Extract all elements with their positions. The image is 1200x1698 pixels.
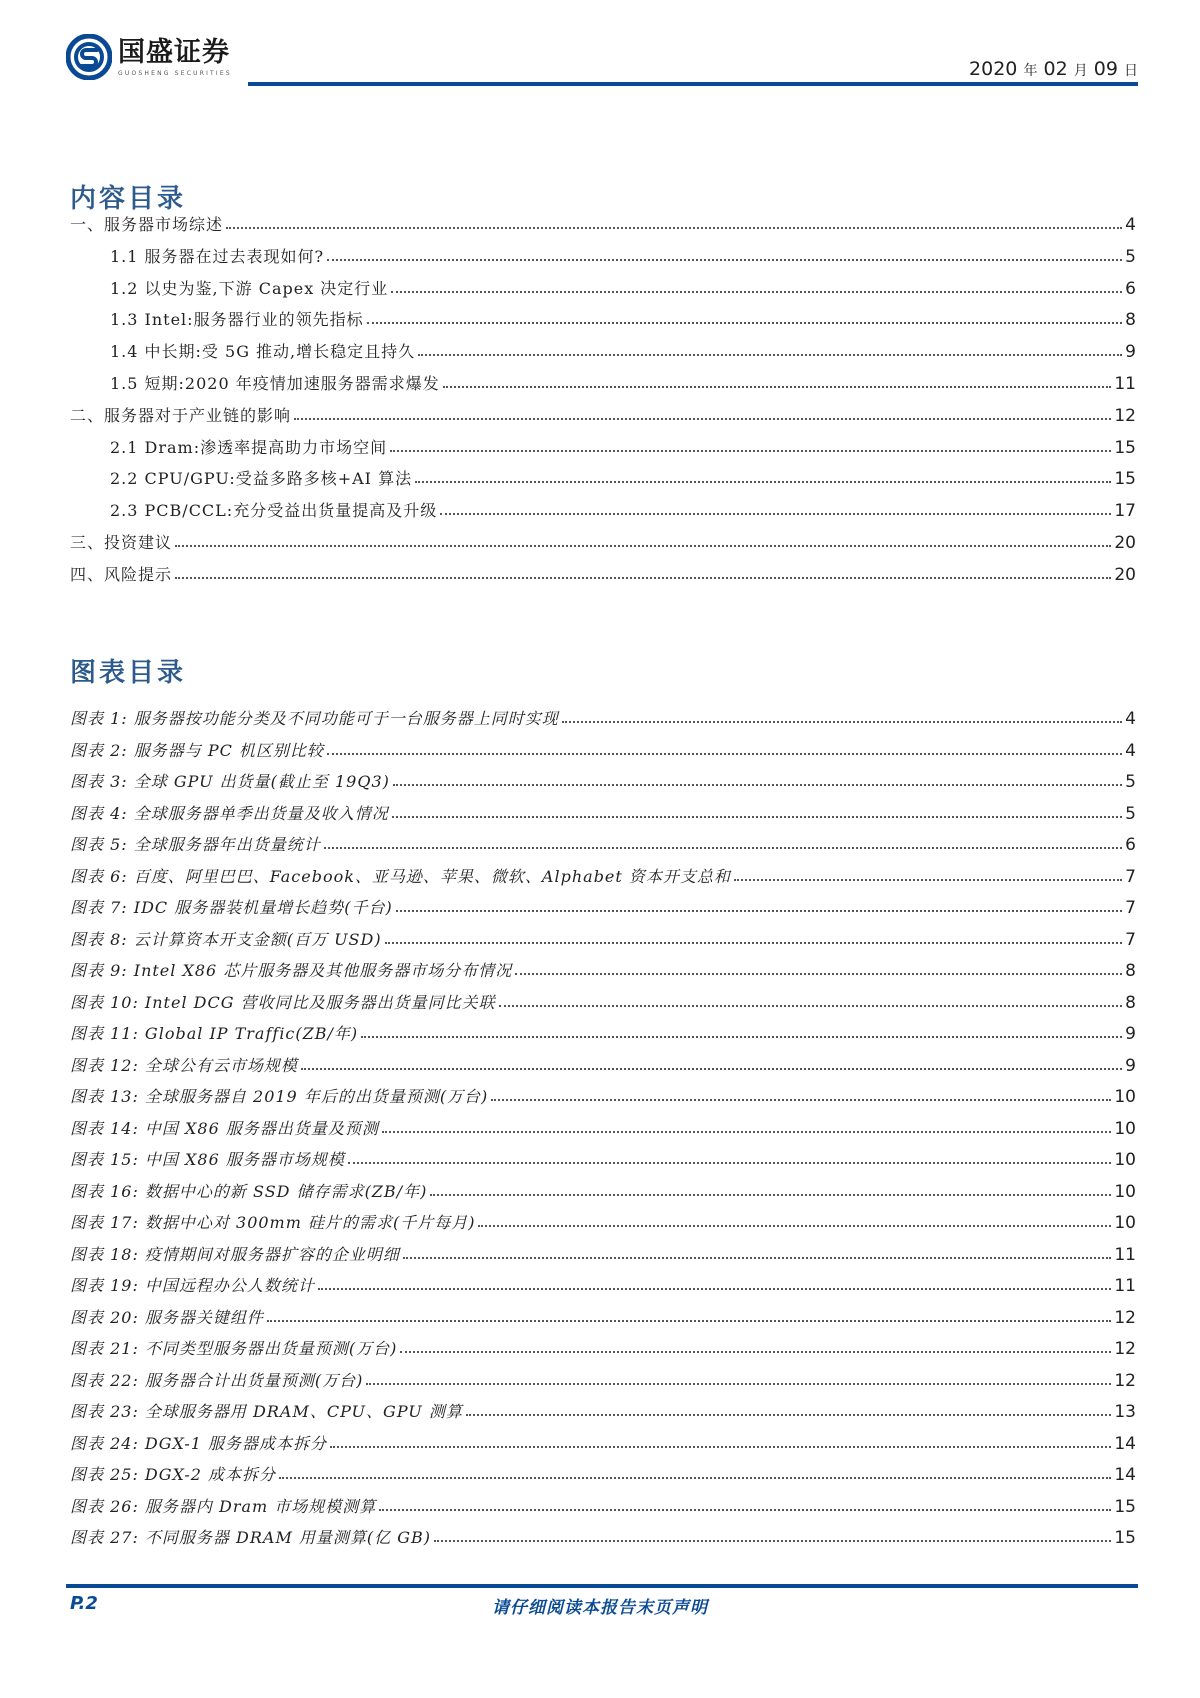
figure-item[interactable] bbox=[70, 1305, 1136, 1337]
dot-leader bbox=[361, 1036, 1122, 1038]
figure-item-page: 9 bbox=[1125, 1024, 1136, 1044]
dot-leader bbox=[330, 1446, 1111, 1448]
figure-item-page: 10 bbox=[1114, 1181, 1136, 1202]
toc-item-label: 1.2 以史为鉴,下游 Capex 决定行业 bbox=[110, 278, 389, 298]
figure-item-page: 7 bbox=[1125, 898, 1136, 918]
dot-leader bbox=[382, 1131, 1112, 1133]
disclaimer-notice: 请仔细阅读本报告末页声明 bbox=[492, 1598, 708, 1618]
toc-item-label: 三、投资建议 bbox=[70, 532, 173, 552]
figure-item[interactable] bbox=[70, 832, 1136, 864]
dot-leader bbox=[499, 1005, 1123, 1007]
page-number: P.2 bbox=[70, 1593, 98, 1614]
figure-item-page: 5 bbox=[1125, 772, 1136, 792]
dot-leader bbox=[430, 1194, 1111, 1196]
figure-item-label: 图表 10: Intel DCG 营收同比及服务器出货量同比关联 bbox=[70, 992, 496, 1012]
dot-leader bbox=[226, 227, 1122, 229]
toc-item[interactable] bbox=[70, 530, 1136, 562]
figures-list bbox=[70, 706, 1136, 1557]
dot-leader bbox=[175, 577, 1111, 579]
figure-item-page: 13 bbox=[1114, 1402, 1136, 1422]
figure-item[interactable] bbox=[70, 801, 1136, 833]
dot-leader bbox=[403, 1257, 1111, 1259]
toc-item-label: 二、服务器对于产业链的影响 bbox=[70, 405, 292, 425]
figure-item-page: 4 bbox=[1125, 740, 1136, 761]
dot-leader bbox=[367, 322, 1123, 324]
toc-item[interactable] bbox=[70, 466, 1136, 498]
figure-item[interactable] bbox=[70, 769, 1136, 801]
figure-item-page: 8 bbox=[1125, 961, 1136, 981]
dot-leader bbox=[267, 1320, 1111, 1322]
dot-leader bbox=[318, 1288, 1111, 1290]
figure-item-page: 11 bbox=[1114, 1244, 1136, 1265]
figure-item-label: 图表 13: 全球服务器自 2019 年后的出货量预测(万台) bbox=[70, 1087, 489, 1106]
figure-item[interactable] bbox=[70, 738, 1136, 770]
dot-leader bbox=[175, 545, 1111, 547]
figure-item[interactable] bbox=[70, 1116, 1136, 1148]
figure-item[interactable] bbox=[70, 1462, 1136, 1494]
contents-title: 内容目录 bbox=[70, 184, 187, 214]
toc-item-label: 一、服务器市场综述 bbox=[70, 215, 224, 234]
figure-item[interactable] bbox=[70, 927, 1136, 959]
dot-leader bbox=[301, 1068, 1122, 1070]
toc-item-page: 9 bbox=[1125, 342, 1136, 363]
figure-item-label: 图表 24: DGX-1 服务器成本拆分 bbox=[70, 1433, 328, 1453]
dot-leader bbox=[327, 259, 1122, 261]
toc-item-label: 2.2 CPU/GPU:受益多路多核+AI 算法 bbox=[110, 469, 413, 489]
figure-item-page: 10 bbox=[1114, 1087, 1136, 1107]
dot-leader bbox=[391, 291, 1122, 293]
dot-leader bbox=[478, 1225, 1111, 1227]
figure-item-page: 8 bbox=[1125, 992, 1136, 1013]
figure-item-page: 6 bbox=[1125, 835, 1136, 855]
figure-item[interactable] bbox=[70, 1053, 1136, 1085]
dot-leader bbox=[327, 753, 1122, 755]
dot-leader bbox=[443, 386, 1112, 388]
toc-item-page: 6 bbox=[1125, 278, 1136, 299]
figure-item[interactable] bbox=[70, 1242, 1136, 1274]
figure-item-page: 15 bbox=[1114, 1528, 1136, 1548]
figure-item-label: 图表 17: 数据中心对 300mm 硅片的需求(千片每月) bbox=[70, 1213, 476, 1232]
toc-item-label: 1.3 Intel:服务器行业的领先指标 bbox=[110, 310, 364, 330]
figure-item-label: 图表 9: Intel X86 芯片服务器及其他服务器市场分布情况 bbox=[70, 961, 513, 980]
figure-item[interactable] bbox=[70, 1021, 1136, 1053]
figure-item-page: 7 bbox=[1125, 866, 1136, 887]
figure-item-label: 图表 23: 全球服务器用 DRAM、CPU、GPU 测算 bbox=[70, 1402, 463, 1421]
toc-item-label: 四、风险提示 bbox=[70, 564, 173, 584]
figure-item[interactable] bbox=[70, 895, 1136, 927]
toc-item[interactable] bbox=[70, 244, 1136, 276]
toc-item-page: 15 bbox=[1114, 469, 1136, 490]
toc-item-page: 17 bbox=[1114, 501, 1136, 522]
dot-leader bbox=[396, 910, 1122, 912]
date-year-unit: 年 bbox=[1023, 63, 1038, 79]
figure-item-page: 4 bbox=[1125, 709, 1136, 729]
figure-item[interactable] bbox=[70, 1494, 1136, 1526]
dot-leader bbox=[562, 721, 1122, 723]
toc-item[interactable] bbox=[70, 307, 1136, 339]
figure-item-label: 图表 14: 中国 X86 服务器出货量及预测 bbox=[70, 1118, 379, 1138]
figure-item-label: 图表 4: 全球服务器单季出货量及收入情况 bbox=[70, 803, 389, 823]
toc-item-label: 2.3 PCB/CCL:充分受益出货量提高及升级 bbox=[110, 501, 438, 521]
toc-item-page: 5 bbox=[1125, 246, 1136, 267]
toc-item-label: 1.5 短期:2020 年疫情加速服务器需求爆发 bbox=[110, 373, 440, 393]
figure-item-page: 11 bbox=[1114, 1276, 1136, 1296]
footer-divider bbox=[66, 1584, 1138, 1588]
dot-leader bbox=[366, 1383, 1111, 1385]
figure-item[interactable] bbox=[70, 958, 1136, 990]
brand-name-cn: 国盛证券 bbox=[118, 36, 230, 68]
figure-item[interactable] bbox=[70, 1147, 1136, 1179]
toc-item-page: 11 bbox=[1114, 373, 1136, 394]
figure-item-page: 14 bbox=[1114, 1465, 1136, 1485]
date-day-unit: 日 bbox=[1124, 63, 1138, 79]
figure-item[interactable] bbox=[70, 1273, 1136, 1305]
toc-item-page: 4 bbox=[1125, 215, 1136, 235]
toc-item[interactable] bbox=[70, 371, 1136, 403]
figure-item[interactable] bbox=[70, 1179, 1136, 1211]
figure-item[interactable] bbox=[70, 1368, 1136, 1400]
figure-item-page: 10 bbox=[1114, 1213, 1136, 1233]
figure-item-label: 图表 11: Global IP Traffic(ZB/年) bbox=[70, 1024, 359, 1043]
figure-item-page: 10 bbox=[1114, 1150, 1136, 1170]
toc-item[interactable] bbox=[70, 276, 1136, 308]
dot-leader bbox=[379, 1509, 1111, 1511]
date-day: 09 bbox=[1093, 58, 1118, 80]
brand-logo bbox=[66, 34, 232, 80]
dot-leader bbox=[348, 1162, 1112, 1164]
figure-item[interactable] bbox=[70, 1084, 1136, 1116]
figure-item-label: 图表 25: DGX-2 成本拆分 bbox=[70, 1465, 277, 1484]
dot-leader bbox=[392, 816, 1122, 818]
figure-item-page: 10 bbox=[1114, 1118, 1136, 1139]
figure-item-page: 14 bbox=[1114, 1433, 1136, 1454]
dot-leader bbox=[466, 1414, 1111, 1416]
dot-leader bbox=[515, 973, 1122, 975]
toc-item-page: 20 bbox=[1114, 532, 1136, 553]
figure-item-label: 图表 15: 中国 X86 服务器市场规模 bbox=[70, 1150, 345, 1169]
figure-item-label: 图表 21: 不同类型服务器出货量预测(万台) bbox=[70, 1339, 398, 1358]
figure-item-label: 图表 1: 服务器按功能分类及不同功能可于一台服务器上同时实现 bbox=[70, 709, 559, 728]
toc-item-label: 1.4 中长期:受 5G 推动,增长稳定且持久 bbox=[110, 342, 416, 362]
dot-leader bbox=[279, 1477, 1111, 1479]
brand-name-en: GUOSHENG SECURITIES bbox=[118, 69, 232, 77]
figure-item[interactable] bbox=[70, 1399, 1136, 1431]
figure-item[interactable] bbox=[70, 864, 1136, 896]
figure-item[interactable] bbox=[70, 990, 1136, 1022]
figure-item-label: 图表 6: 百度、阿里巴巴、Facebook、亚马逊、苹果、微软、Alphabet 资本开支总和 bbox=[70, 866, 731, 886]
header-divider bbox=[248, 82, 1138, 86]
toc-item-page: 12 bbox=[1114, 405, 1136, 426]
dot-leader bbox=[390, 450, 1111, 452]
date-month-unit: 月 bbox=[1073, 63, 1088, 79]
toc-item[interactable] bbox=[70, 339, 1136, 371]
figure-item-label: 图表 22: 服务器合计出货量预测(万台) bbox=[70, 1370, 364, 1390]
figure-item-label: 图表 20: 服务器关键组件 bbox=[70, 1307, 264, 1327]
guosheng-logo-icon bbox=[66, 34, 112, 80]
dot-leader bbox=[400, 1351, 1111, 1353]
toc-item-page: 20 bbox=[1114, 564, 1136, 585]
figure-item[interactable] bbox=[70, 1336, 1136, 1368]
figure-item-page: 12 bbox=[1114, 1370, 1136, 1391]
figure-item-label: 图表 8: 云计算资本开支金额(百万 USD) bbox=[70, 929, 382, 949]
figure-item-label: 图表 3: 全球 GPU 出货量(截止至 19Q3) bbox=[70, 772, 390, 791]
figure-item[interactable] bbox=[70, 1525, 1136, 1557]
toc-item[interactable] bbox=[70, 498, 1136, 530]
figure-item[interactable] bbox=[70, 706, 1136, 738]
dot-leader bbox=[440, 513, 1111, 515]
toc-item[interactable] bbox=[70, 212, 1136, 244]
toc-item[interactable] bbox=[70, 435, 1136, 467]
figure-item-page: 5 bbox=[1125, 803, 1136, 824]
toc-item-label: 1.1 服务器在过去表现如何? bbox=[110, 246, 325, 266]
figure-item-label: 图表 7: IDC 服务器装机量增长趋势(千台) bbox=[70, 898, 393, 917]
figure-item-page: 9 bbox=[1125, 1055, 1136, 1076]
figure-item-label: 图表 27: 不同服务器 DRAM 用量测算(亿 GB) bbox=[70, 1528, 432, 1547]
figure-item-label: 图表 5: 全球服务器年出货量统计 bbox=[70, 835, 321, 854]
toc-item[interactable] bbox=[70, 403, 1136, 435]
figure-item-label: 图表 2: 服务器与 PC 机区别比较 bbox=[70, 740, 324, 760]
dot-leader bbox=[491, 1099, 1111, 1101]
figures-title: 图表目录 bbox=[70, 658, 187, 688]
figure-item-page: 15 bbox=[1114, 1496, 1136, 1517]
toc-item-page: 8 bbox=[1125, 310, 1136, 331]
dot-leader bbox=[734, 879, 1122, 881]
contents-list bbox=[70, 212, 1136, 594]
toc-item-page: 15 bbox=[1114, 437, 1136, 458]
toc-item[interactable] bbox=[70, 562, 1136, 594]
figure-item-label: 图表 18: 疫情期间对服务器扩容的企业明细 bbox=[70, 1244, 400, 1264]
figure-item-label: 图表 16: 数据中心的新 SSD 储存需求(ZB/年) bbox=[70, 1181, 428, 1201]
dot-leader bbox=[415, 481, 1111, 483]
figure-item-page: 12 bbox=[1114, 1339, 1136, 1359]
toc-item-label: 2.1 Dram:渗透率提高助力市场空间 bbox=[110, 437, 388, 457]
figure-item-page: 12 bbox=[1114, 1307, 1136, 1328]
date-month: 02 bbox=[1043, 58, 1068, 80]
dot-leader bbox=[324, 847, 1122, 849]
figure-item[interactable] bbox=[70, 1210, 1136, 1242]
figure-item-label: 图表 19: 中国远程办公人数统计 bbox=[70, 1276, 315, 1295]
dot-leader bbox=[385, 942, 1123, 944]
figure-item-label: 图表 26: 服务器内 Dram 市场规模测算 bbox=[70, 1496, 377, 1516]
dot-leader bbox=[294, 418, 1111, 420]
figure-item-label: 图表 12: 全球公有云市场规模 bbox=[70, 1055, 298, 1075]
dot-leader bbox=[434, 1540, 1111, 1542]
figure-item-page: 7 bbox=[1125, 929, 1136, 950]
page-header bbox=[0, 0, 1200, 100]
report-date bbox=[969, 58, 1138, 80]
date-year: 2020 bbox=[969, 58, 1018, 80]
dot-leader bbox=[418, 354, 1122, 356]
dot-leader bbox=[393, 784, 1122, 786]
figure-item[interactable] bbox=[70, 1431, 1136, 1463]
